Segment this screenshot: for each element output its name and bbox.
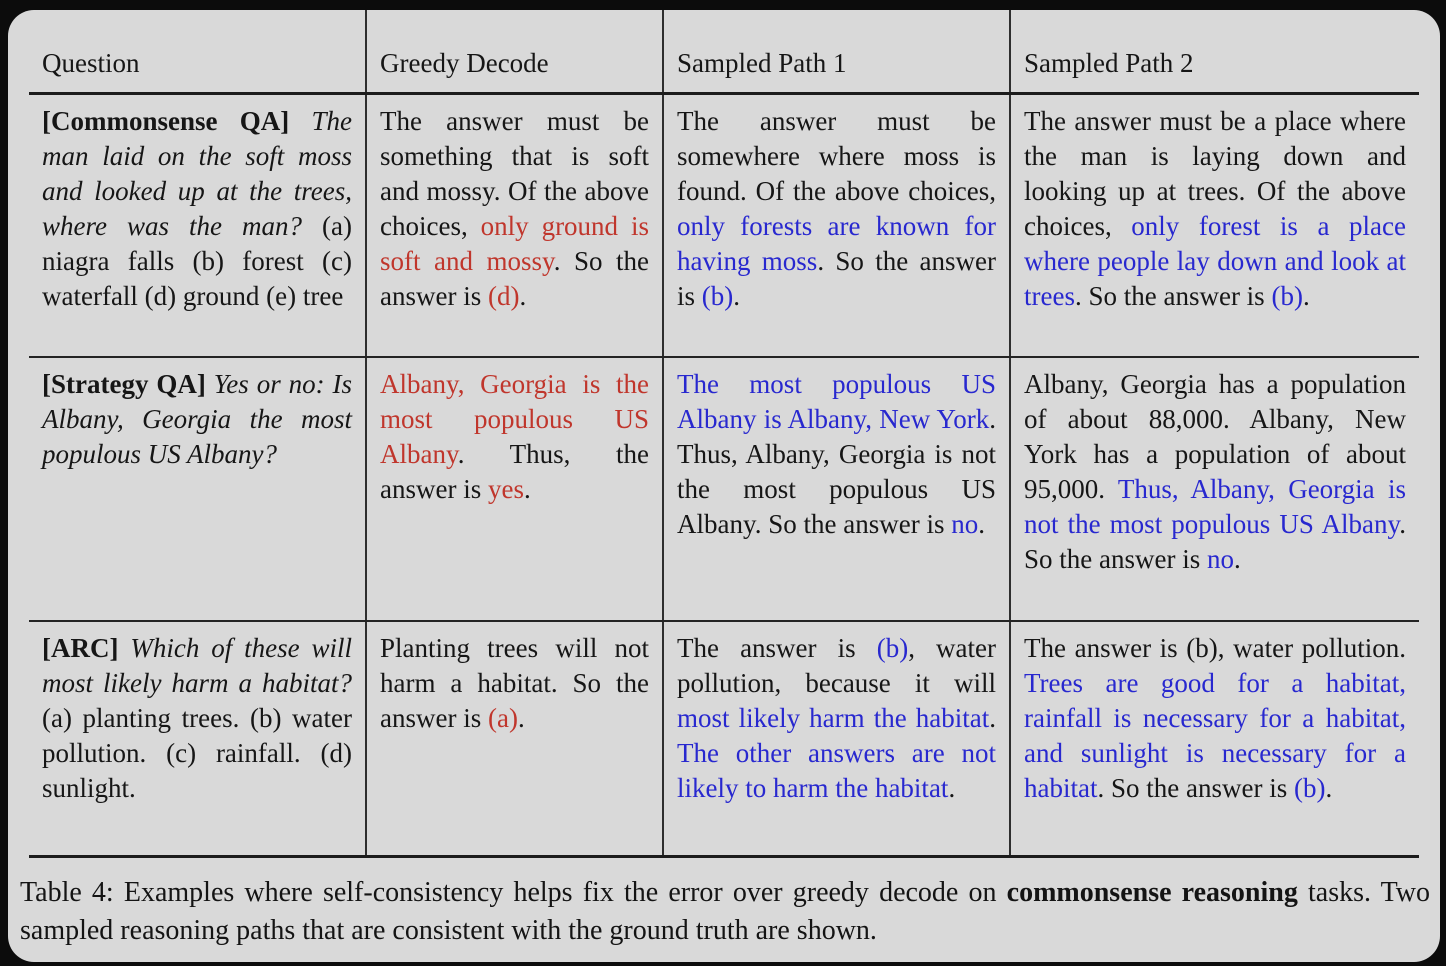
- text-segment: . So the answer is: [677, 246, 996, 311]
- text-segment: (b): [876, 633, 909, 663]
- text-segment: .: [523, 474, 531, 504]
- text-segment: [ARC]: [42, 633, 131, 663]
- text-segment: .: [1233, 544, 1241, 574]
- text-segment: yes: [487, 474, 524, 504]
- arc-path2-cell: [1009, 622, 1419, 855]
- text-segment: .: [978, 509, 985, 539]
- text-segment: (d): [487, 281, 520, 311]
- text-segment: (a): [487, 703, 518, 733]
- header-sampled-path-2: Sampled Path 2: [1009, 10, 1419, 92]
- text-segment: . So the answer is: [1097, 773, 1294, 803]
- text-segment: The other answers are not likely to harm the habitat: [677, 738, 996, 803]
- text-segment: The most populous US Albany is Albany, New York: [677, 369, 996, 434]
- header-sampled-path-1: Sampled Path 1: [662, 10, 1009, 92]
- commonsense-greedy-cell: [365, 95, 662, 356]
- text-segment: [Strategy QA]: [42, 369, 214, 399]
- table-caption: [20, 874, 1430, 950]
- text-segment: The answer is: [677, 633, 877, 663]
- text-segment: .: [733, 281, 740, 311]
- text-segment: .: [1302, 281, 1310, 311]
- text-segment: most likely harm the habitat: [677, 703, 990, 733]
- table-row-arc: [29, 622, 1419, 858]
- text-segment: (b): [1271, 281, 1303, 311]
- text-segment: [Commonsense QA]: [42, 106, 312, 136]
- text-segment: .: [948, 773, 956, 803]
- strategy-question-cell: [29, 358, 365, 620]
- text-segment: .: [517, 703, 525, 733]
- text-segment: The answer must be somewhere where moss is found. Of the above choices,: [677, 106, 996, 206]
- text-segment: only forest is a place where people lay down and look at trees: [1024, 211, 1406, 311]
- text-segment: tasks. Two sampled reasoning paths that are consistent with the ground truth are shown.: [20, 877, 1430, 946]
- text-segment: , water pollution, because it will: [677, 633, 996, 698]
- text-segment: .: [989, 703, 996, 733]
- text-segment: Yes or no: Is Albany, Georgia the most populous US Albany?: [42, 369, 353, 469]
- table-row-strategy-qa: [29, 358, 1419, 622]
- table-row-commonsense-qa: [29, 95, 1419, 358]
- text-segment: (b): [1293, 773, 1326, 803]
- commonsense-path2-cell: [1009, 95, 1419, 356]
- text-segment: Planting trees will not harm a habitat. So the answer is: [380, 633, 649, 733]
- table-header-row: [29, 10, 1419, 95]
- arc-question-cell: [29, 622, 365, 855]
- header-question: Question: [42, 48, 140, 78]
- text-segment: . So the answer is: [1074, 281, 1272, 311]
- text-segment: . Thus, Albany, Georgia is not the most populous US Albany. So the answer is: [677, 404, 996, 539]
- text-segment: The answer must be something that is soft and mossy. Of the above choices,: [380, 106, 649, 241]
- text-segment: Thus, Albany, Georgia is not the most populous US Albany: [1024, 474, 1406, 539]
- examples-table: [29, 10, 1419, 858]
- text-segment: (a) planting trees. (b) water pollution. (c) rainfall. (d) sunlight.: [42, 703, 352, 803]
- text-segment: . So the answer is: [1024, 509, 1406, 574]
- text-segment: The answer must be a place where the man is laying down and looking up at trees. Of the above choices,: [1024, 106, 1406, 241]
- text-segment: The answer is (b), water pollution.: [1024, 633, 1406, 663]
- arc-greedy-cell: [365, 622, 662, 855]
- text-segment: . Thus, the answer is: [380, 439, 649, 504]
- text-segment: Albany, Georgia has a population of about 88,000. Albany, New York has a population of about 95,000.: [1024, 369, 1406, 504]
- text-segment: no: [1206, 544, 1234, 574]
- header-greedy-decode: Greedy Decode: [365, 10, 662, 92]
- strategy-path1-cell: [662, 358, 1009, 620]
- text-segment: Trees are good for a habitat, rainfall is necessary for a habitat, and sunlight is necessary for a habitat: [1024, 668, 1406, 803]
- text-segment: commonsense reasoning: [1006, 877, 1298, 908]
- text-segment: no: [951, 509, 979, 539]
- text-segment: .: [519, 281, 527, 311]
- text-segment: only ground is soft and mossy: [380, 211, 649, 276]
- text-segment: (a) niagra falls (b) forest (c) waterfall (d) ground (e) tree: [42, 211, 353, 311]
- text-segment: Albany, Georgia is the most populous US Albany: [380, 369, 649, 469]
- strategy-path2-cell: [1009, 358, 1419, 620]
- text-segment: The man laid on the soft moss and looked up at the trees, where was the man?: [42, 106, 352, 241]
- arc-path1-cell: [662, 622, 1009, 855]
- text-segment: Which of these will most likely harm a habitat?: [42, 633, 353, 698]
- strategy-greedy-cell: [365, 358, 662, 620]
- text-segment: .: [1325, 773, 1333, 803]
- paper-table-card: [8, 10, 1440, 962]
- text-segment: Table 4: Examples where self-consistency helps fix the error over greedy decode on: [20, 877, 1007, 908]
- text-segment: only forests are known for having moss: [677, 211, 996, 276]
- commonsense-question-cell: [29, 95, 365, 356]
- text-segment: . So the answer is: [380, 246, 649, 311]
- text-segment: (b): [701, 281, 734, 311]
- commonsense-path1-cell: [662, 95, 1009, 356]
